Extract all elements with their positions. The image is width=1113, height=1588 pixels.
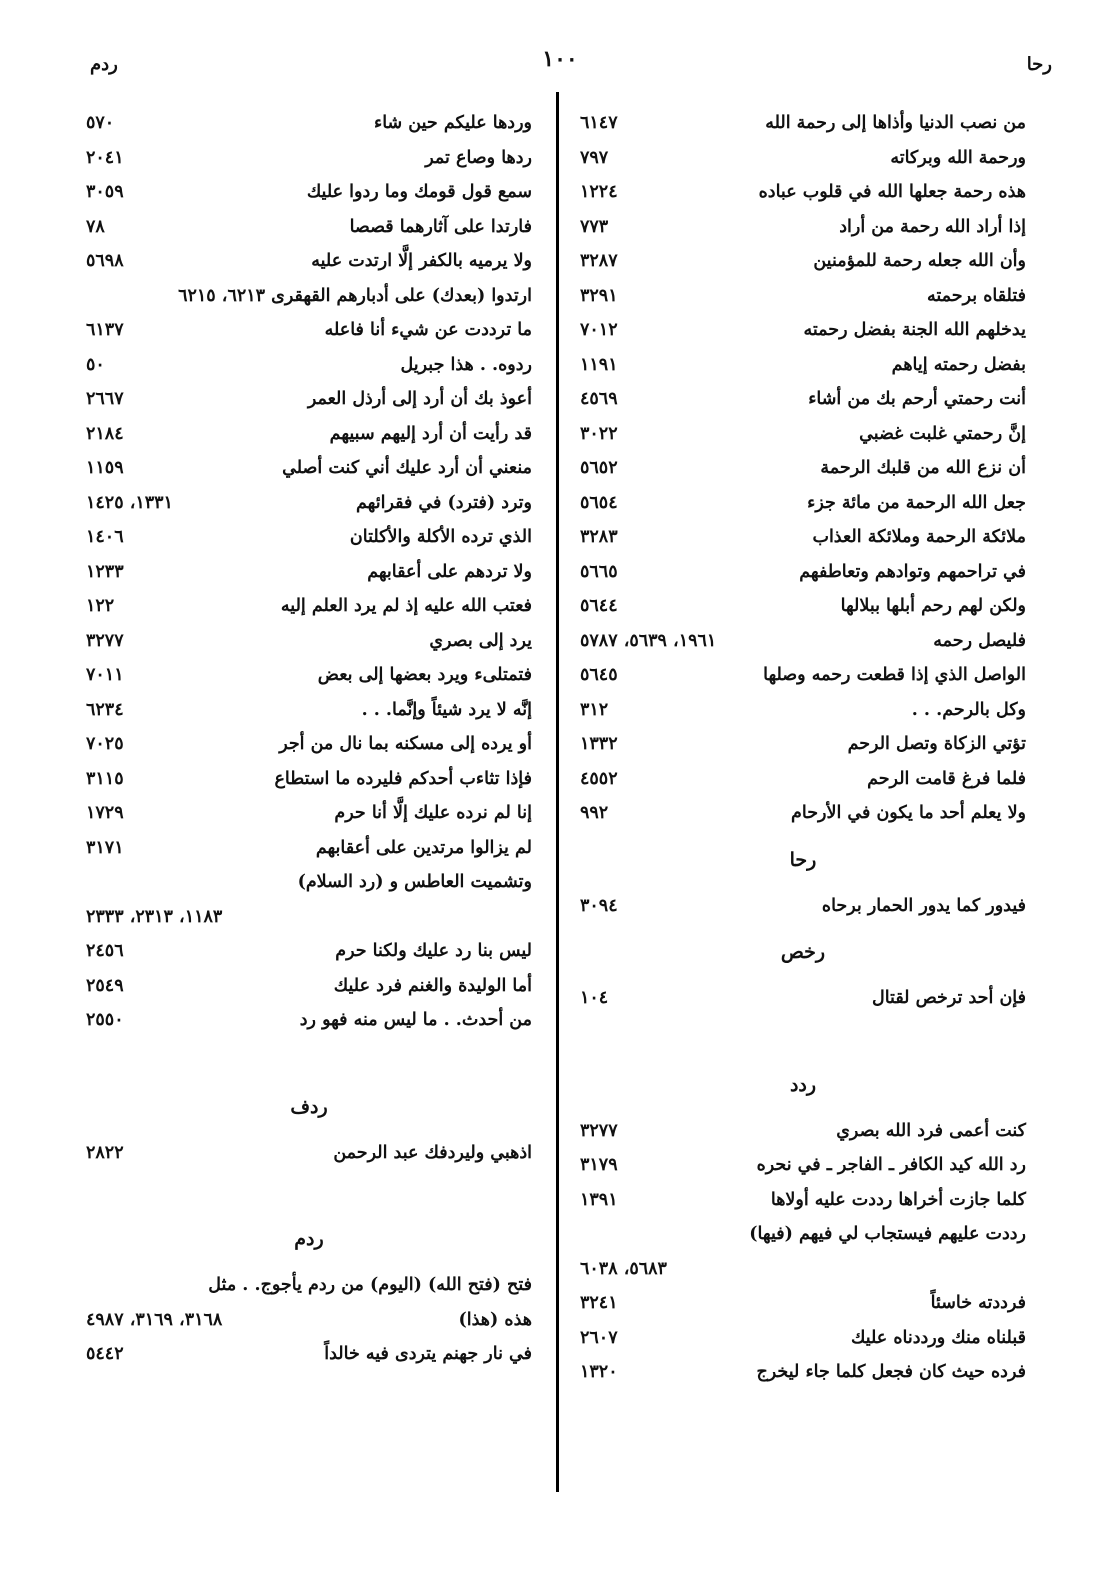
index-entry xyxy=(86,938,532,973)
entry-hadith-numbers: ٧٠١١ xyxy=(86,665,124,685)
index-entry xyxy=(580,386,1026,421)
entry-hadith-numbers: ٩٩٢ xyxy=(580,803,609,823)
section-heading xyxy=(86,1214,532,1272)
index-entry xyxy=(86,317,532,352)
entry-text: فرددته خاسئاً xyxy=(930,1293,1026,1313)
entry-text: وترد (فترد) في فقرائهم xyxy=(356,492,532,513)
entry-text: كنت أعمى فرد الله بصري xyxy=(836,1120,1026,1141)
section-gap xyxy=(86,1174,532,1214)
index-entry xyxy=(86,1140,532,1175)
entry-text: ولا يرميه بالكفر إلَّا ارتدت عليه xyxy=(311,251,532,271)
entry-text: من أحدث. . ما ليس منه فهو رد xyxy=(299,1010,532,1030)
entry-text: أنت رحمتي أرحم بك من أشاء xyxy=(808,389,1026,409)
entry-hadith-numbers: ٧٠١٢ xyxy=(580,320,618,340)
entry-text: إنَّ رحمتي غلبت غضبي xyxy=(859,423,1026,444)
index-entry xyxy=(580,490,1026,525)
entry-text: رددت عليهم فيستجاب لي فيهم (فيها) xyxy=(749,1224,1026,1244)
index-entry xyxy=(86,766,532,801)
index-entry xyxy=(86,1007,532,1042)
entry-text: وردها عليكم حين شاء xyxy=(373,113,532,133)
entry-text: ولا يعلم أحد ما يكون في الأرحام xyxy=(791,803,1026,823)
entry-text: الذي ترده الأكلة والأكلتان xyxy=(349,527,532,547)
entry-hadith-numbers: ٣٢٧٧ xyxy=(580,1120,618,1141)
section-heading-text: ردف xyxy=(290,1095,328,1118)
index-entry xyxy=(86,179,532,214)
entry-text: الواصل الذي إذا قطعت رحمه وصلها xyxy=(763,665,1026,685)
entry-hadith-numbers: ٣١١٥ xyxy=(86,768,124,789)
index-entry xyxy=(86,628,532,663)
entry-text: إنا لم نرده عليك إلَّا أنا حرم xyxy=(334,803,532,823)
header-root-right: رحا xyxy=(1026,54,1052,75)
entry-hadith-numbers: ٥٦٩٨ xyxy=(86,251,124,271)
index-entry xyxy=(580,317,1026,352)
entry-hadith-numbers: ٣٢٩١ xyxy=(580,285,618,306)
entry-hadith-numbers: ١١٨٣، ٢٣١٣، ٢٣٣٣ xyxy=(86,906,223,927)
index-entry xyxy=(86,386,532,421)
entry-hadith-numbers: ٢٦٦٧ xyxy=(86,389,124,409)
index-entry xyxy=(580,1325,1026,1360)
entry-text: فتح (فتح الله) (اليوم) من ردم يأجوج. . مثل xyxy=(208,1275,532,1295)
entry-text: رد الله كيد الكافر ـ الفاجر ـ في نحره xyxy=(756,1155,1026,1175)
entry-hadith-numbers: ٣١٧٩ xyxy=(580,1155,618,1175)
entry-text: كلما جازت أخراها رددت عليه أولاها xyxy=(770,1189,1026,1210)
index-entry xyxy=(86,904,532,939)
index-entry xyxy=(580,628,1026,663)
index-entry xyxy=(86,145,532,180)
index-entry xyxy=(580,697,1026,732)
entry-text: ليس بنا رد عليك ولكنا حرم xyxy=(335,941,532,961)
entry-hadith-numbers: ٣٠٥٩ xyxy=(86,182,124,202)
entry-text: إذا أراد الله رحمة من أراد xyxy=(839,216,1026,237)
entry-hadith-numbers: ١٣٣١، ١٤٢٥ xyxy=(86,492,173,513)
entry-hadith-numbers: ٣١٢ xyxy=(580,699,609,720)
section-heading xyxy=(580,835,1026,893)
entry-hadith-numbers: ١٩٦١، ٥٦٣٩، ٥٧٨٧ xyxy=(580,630,717,651)
entry-hadith-numbers: ٢٠٤١ xyxy=(86,147,124,168)
index-entry xyxy=(86,800,532,835)
index-entry xyxy=(580,110,1026,145)
index-entry xyxy=(86,352,532,387)
index-entry xyxy=(86,559,532,594)
index-entry xyxy=(86,593,532,628)
index-entry xyxy=(580,145,1026,180)
index-entry xyxy=(580,1290,1026,1325)
index-entry xyxy=(86,110,532,145)
entry-text: ملائكة الرحمة وملائكة العذاب xyxy=(812,527,1026,547)
entry-text: وكل بالرحم. . . xyxy=(911,699,1026,720)
entry-hadith-numbers: ١٣٩١ xyxy=(580,1189,618,1210)
page-number: ١٠٠ xyxy=(542,46,578,72)
entry-text: أو يرده إلى مسكنه بما نال من أجر xyxy=(279,734,532,754)
index-entry xyxy=(580,1256,1026,1291)
index-entry xyxy=(580,893,1026,928)
entry-text: فإن أحد ترخص لقتال xyxy=(872,988,1026,1008)
entry-text: أن نزع الله من قلبك الرحمة xyxy=(820,458,1026,478)
entry-text: ولكن لهم رحم أبلها ببلالها xyxy=(840,596,1026,616)
index-entry xyxy=(580,1118,1026,1153)
entry-hadith-numbers: ٥٦٤٤ xyxy=(580,596,618,616)
section-gap xyxy=(580,1020,1026,1060)
entry-hadith-numbers: ٢١٨٤ xyxy=(86,423,124,444)
entry-text: ردها وصاع تمر xyxy=(425,147,532,168)
section-heading xyxy=(580,1060,1026,1118)
entry-hadith-numbers: ١٧٢٩ xyxy=(86,803,124,823)
index-entry xyxy=(580,1152,1026,1187)
entry-text: إنَّه لا يرد شيئاً وإنَّما. . . xyxy=(361,699,532,720)
entry-text: منعني أن أرد عليك أني كنت أصلي xyxy=(282,458,532,478)
entry-hadith-numbers: ٥٤٤٢ xyxy=(86,1344,124,1364)
entry-text: سمع قول قومك وما ردوا عليك xyxy=(306,182,532,202)
index-entry xyxy=(580,352,1026,387)
entry-text: فتلقاه برحمته xyxy=(926,285,1026,306)
entry-text: لم يزالوا مرتدين على أعقابهم xyxy=(315,837,532,858)
entry-hadith-numbers: ١٢٢٤ xyxy=(580,182,618,202)
entry-text: أما الوليدة والغنم فرد عليك xyxy=(333,975,532,996)
entry-text: فتمتلىء ويرد بعضها إلى بعض xyxy=(317,665,532,685)
page-header xyxy=(60,40,1060,80)
entry-hadith-numbers: ١١٩١ xyxy=(580,354,618,375)
entry-text: يدخلهم الله الجنة بفضل رحمته xyxy=(803,320,1026,340)
entry-hadith-numbers: ١٢٢ xyxy=(86,596,115,616)
index-entry xyxy=(580,248,1026,283)
index-entry xyxy=(580,179,1026,214)
entry-text: اذهبي وليردفك عبد الرحمن xyxy=(333,1142,532,1163)
index-entry xyxy=(580,800,1026,835)
entry-text: بفضل رحمته إياهم xyxy=(891,354,1026,375)
entry-hadith-numbers: ٥٦٥٢ xyxy=(580,458,618,478)
entry-hadith-numbers: ٣٢٨٣ xyxy=(580,527,618,547)
section-heading-text: ردد xyxy=(789,1073,817,1096)
header-root-left: ردم xyxy=(90,54,118,75)
entry-text: قد رأيت أن أرد إليهم سبيهم xyxy=(329,423,532,444)
entry-text: من نصب الدنيا وأذاها إلى رحمة الله xyxy=(765,113,1026,133)
index-entry xyxy=(86,214,532,249)
entry-text: هذه (هذا) xyxy=(458,1309,532,1330)
index-entry xyxy=(580,731,1026,766)
section-heading xyxy=(580,927,1026,985)
entry-text: فرده حيث كان فجعل كلما جاء ليخرج xyxy=(756,1362,1026,1382)
entry-text: أعوذ بك أن أرد إلى أرذل العمر xyxy=(307,389,532,409)
index-entry xyxy=(86,973,532,1008)
entry-text: ارتدوا (بعدك) على أدبارهم القهقرى ٦٢١٣، ٦٢١٥ xyxy=(178,285,532,306)
entry-hadith-numbers: ١٣٣٢ xyxy=(580,734,618,754)
entry-text: هذه رحمة جعلها الله في قلوب عباده xyxy=(758,182,1026,202)
entry-text: ردوه. . هذا جبريل xyxy=(400,354,532,375)
entry-text: فعتب الله عليه إذ لم يرد العلم إليه xyxy=(280,596,532,616)
entry-text: في نار جهنم يتردى فيه خالداً xyxy=(324,1344,532,1364)
entry-hadith-numbers: ٢٥٤٩ xyxy=(86,975,124,996)
entry-hadith-numbers: ٥٦٦٥ xyxy=(580,561,618,582)
entry-text: قبلناه منك ورددناه عليك xyxy=(850,1327,1026,1348)
entry-text: فيدور كما يدور الحمار برحاه xyxy=(821,895,1026,916)
index-entry xyxy=(86,1341,532,1376)
section-heading-text: ردم xyxy=(294,1228,324,1250)
index-entry xyxy=(580,1221,1026,1256)
index-entry xyxy=(580,985,1026,1020)
index-entry xyxy=(86,283,532,318)
left-column xyxy=(86,110,532,1376)
index-entry xyxy=(86,697,532,732)
index-entry xyxy=(580,421,1026,456)
entry-hadith-numbers: ٥٦٤٥ xyxy=(580,665,618,685)
index-entry xyxy=(86,869,532,904)
index-entry xyxy=(580,766,1026,801)
entry-hadith-numbers: ٣١٧١ xyxy=(86,837,124,858)
entry-hadith-numbers: ١٤٠٦ xyxy=(86,527,124,547)
entry-text: ما ترددت عن شيء أنا فاعله xyxy=(324,320,532,340)
index-entry xyxy=(580,1187,1026,1222)
entry-text: ورحمة الله وبركاته xyxy=(890,147,1026,168)
entry-text: فليصل رحمه xyxy=(933,630,1026,651)
entry-hadith-numbers: ١٣٢٠ xyxy=(580,1362,618,1382)
index-entry xyxy=(580,214,1026,249)
entry-hadith-numbers: ٣٢٤١ xyxy=(580,1293,618,1313)
index-entry xyxy=(86,1307,532,1342)
entry-hadith-numbers: ٢٨٢٢ xyxy=(86,1142,124,1163)
entry-text: وأن الله جعله رحمة للمؤمنين xyxy=(813,251,1026,271)
index-entry xyxy=(580,559,1026,594)
entry-text: تؤتي الزكاة وتصل الرحم xyxy=(847,734,1026,754)
index-entry xyxy=(86,662,532,697)
entry-hadith-numbers: ٥٦٥٤ xyxy=(580,492,618,513)
entry-text: ولا تردهم على أعقابهم xyxy=(367,561,532,582)
entry-hadith-numbers: ٣٠٢٢ xyxy=(580,423,618,444)
entry-hadith-numbers: ١٢٣٣ xyxy=(86,561,124,582)
entry-hadith-numbers: ٣٢٧٧ xyxy=(86,630,124,651)
right-column xyxy=(580,110,1026,1394)
entry-hadith-numbers: ١٠٤ xyxy=(580,988,609,1008)
index-entry xyxy=(86,1272,532,1307)
entry-hadith-numbers: ٧٠٢٥ xyxy=(86,734,124,754)
entry-text: فارتدا على آثارهما قصصا xyxy=(349,216,532,237)
index-entry xyxy=(580,455,1026,490)
entry-hadith-numbers: ٢٦٠٧ xyxy=(580,1327,618,1348)
section-heading xyxy=(86,1082,532,1140)
section-gap xyxy=(86,1042,532,1082)
entry-hadith-numbers: ٦١٣٧ xyxy=(86,320,124,340)
index-entry xyxy=(86,248,532,283)
entry-hadith-numbers: ٤٥٥٢ xyxy=(580,768,618,789)
entry-hadith-numbers: ٣٠٩٤ xyxy=(580,895,618,916)
entry-hadith-numbers: ٣١٦٨، ٣١٦٩، ٤٩٨٧ xyxy=(86,1309,223,1330)
entry-hadith-numbers: ٣٢٨٧ xyxy=(580,251,618,271)
entry-hadith-numbers: ٧٧٣ xyxy=(580,216,609,237)
entry-text: فإذا تثاءب أحدكم فليرده ما استطاع xyxy=(274,768,532,789)
index-entry xyxy=(580,524,1026,559)
column-divider xyxy=(556,92,559,1492)
entry-hadith-numbers: ٥٠ xyxy=(86,354,105,375)
entry-hadith-numbers: ٢٤٥٦ xyxy=(86,941,124,961)
entry-text: وتشميت العاطس و (رد السلام) xyxy=(297,872,532,892)
section-heading-text: رحا xyxy=(789,848,817,871)
entry-hadith-numbers: ١١٥٩ xyxy=(86,458,124,478)
entry-hadith-numbers: ٥٦٨٣، ٦٠٣٨ xyxy=(580,1258,667,1279)
entry-hadith-numbers: ٤٥٦٩ xyxy=(580,389,618,409)
index-entry xyxy=(86,490,532,525)
entry-hadith-numbers: ٧٨ xyxy=(86,216,105,237)
entry-hadith-numbers: ٥٧٠ xyxy=(86,113,115,133)
index-entry xyxy=(580,593,1026,628)
index-entry xyxy=(86,524,532,559)
index-entry xyxy=(580,662,1026,697)
entry-text: فلما فرغ قامت الرحم xyxy=(867,768,1026,789)
index-entry xyxy=(86,731,532,766)
index-entry xyxy=(580,1359,1026,1394)
entry-hadith-numbers: ٢٥٥٠ xyxy=(86,1010,124,1030)
index-entry xyxy=(86,455,532,490)
entry-text: جعل الله الرحمة من مائة جزء xyxy=(807,492,1026,513)
entry-text: يرد إلى بصري xyxy=(429,630,532,651)
index-entry xyxy=(86,421,532,456)
entry-hadith-numbers: ٦٢٣٤ xyxy=(86,699,124,720)
section-heading-text: رخص xyxy=(780,941,826,963)
index-entry xyxy=(86,835,532,870)
entry-hadith-numbers: ٧٩٧ xyxy=(580,147,609,168)
index-entry xyxy=(580,283,1026,318)
entry-hadith-numbers: ٦١٤٧ xyxy=(580,113,618,133)
entry-text: في تراحمهم وتوادهم وتعاطفهم xyxy=(799,561,1026,582)
